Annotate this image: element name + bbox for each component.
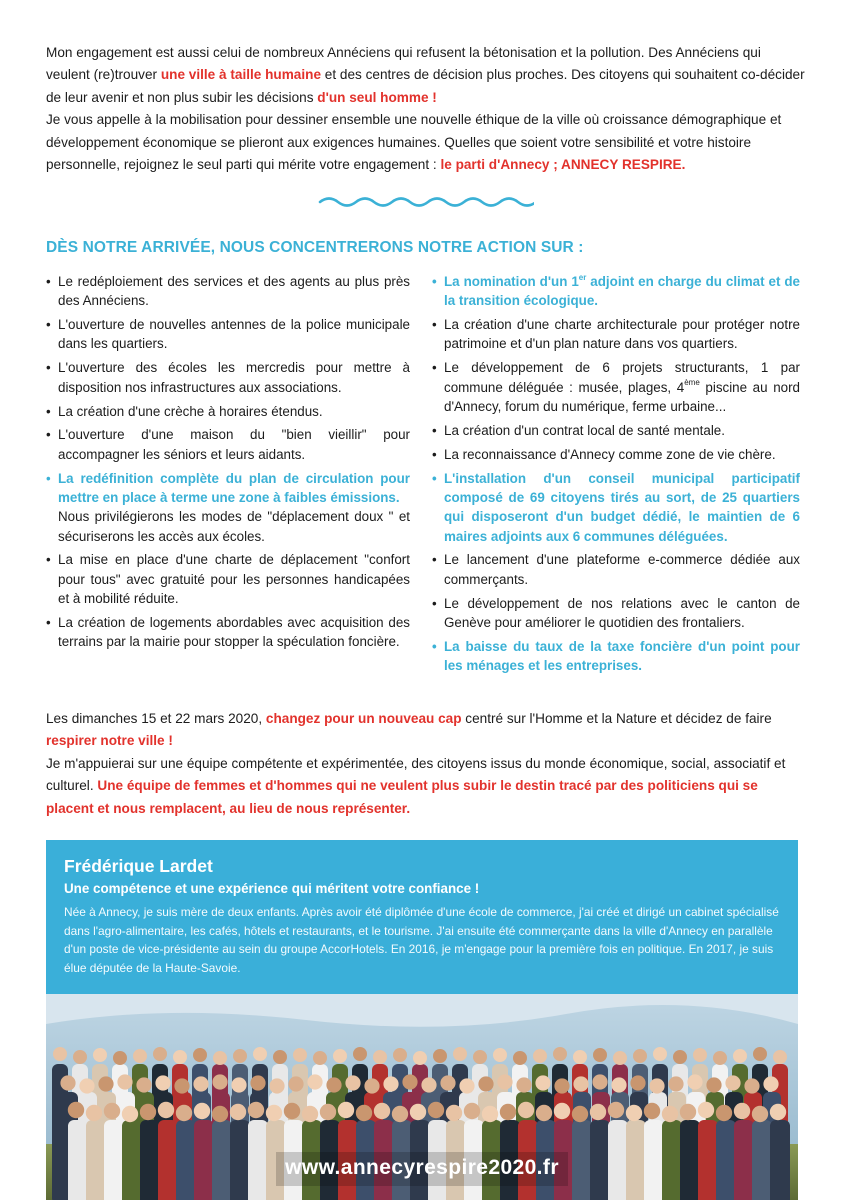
person-head [250,1075,265,1090]
person-head [590,1104,606,1120]
person-head [104,1103,120,1119]
person-head [193,1076,208,1091]
person-head [421,1077,436,1092]
person-head [176,1105,192,1121]
bio-name: Frédérique Lardet [64,856,213,876]
person-head [662,1106,678,1122]
person-head [553,1047,567,1061]
person-head [320,1104,336,1120]
person-head [136,1077,151,1092]
list-item: • La baisse du taux de la taxe foncière d'un point pour les ménages et les entreprises. [432,637,800,676]
person-head [770,1104,786,1120]
person-head [313,1051,327,1065]
list-item: • La création de logements abordables avec acquisition des terrains par la mairie pour stopper la spéculation foncière. [46,613,410,652]
outro-paragraph-1: Les dimanches 15 et 22 mars 2020, changez pour un nouveau cap centré sur l'Homme et la Nature et décidez de faire respirer notre ville ! [46,711,772,749]
person-head [194,1103,210,1119]
person-head [213,1051,227,1065]
person-head [68,1102,84,1118]
person-head [364,1078,379,1093]
person-head [673,1050,687,1064]
person-head [554,1078,569,1093]
person-head [231,1077,246,1092]
list-item: • La création d'un contrat local de santé mentale. [432,421,800,440]
person-head [734,1103,750,1119]
person-head [516,1077,531,1092]
person-head [373,1050,387,1064]
person-head [725,1075,740,1090]
highlight-taille-humaine: une ville à taille humaine [160,67,322,83]
wave-divider [318,194,534,210]
person-head [535,1075,550,1090]
person-head [593,1048,607,1062]
list-item-rest: Nous privilégierons les modes de "déplacement doux " et sécuriserons les accès aux écoles. [58,509,410,544]
person-head [693,1048,707,1062]
list-item: • La reconnaissance d'Annecy comme zone de vie chère. [432,445,800,464]
person-head [698,1102,714,1118]
person-head [668,1076,683,1091]
person-head [611,1077,626,1092]
list-item: • La création d'une charte architecturale pour protéger notre patrimoine et d'un plan nature dans vos quartiers. [432,315,800,354]
person-head [753,1047,767,1061]
person-head [269,1078,284,1093]
person-head [572,1106,588,1122]
person-head [433,1049,447,1063]
list-item-highlight: • La redéfinition complète du plan de circulation pour mettre en place à terme une zone à faibles émissions. [58,470,410,505]
person-head [293,1048,307,1062]
list-item: • La création d'une crèche à horaires étendus. [46,402,410,421]
person-head [644,1103,660,1119]
bio-tagline: Une compétence et une expérience qui méritent votre confiance ! [64,881,480,896]
person-head [113,1051,127,1065]
highlight-seul-homme: d'un seul homme ! [317,89,437,105]
person-head [653,1047,667,1061]
person-head [153,1047,167,1061]
person-head [117,1074,132,1089]
list-item: • Le développement de nos relations avec le canton de Genève pour améliorer le quotidien des frontaliers. [432,594,800,633]
person-head [440,1075,455,1090]
person-head [53,1047,67,1061]
intro-text [46,42,808,176]
outro-paragraph-2: Je m'appuierai sur une équipe compétente et expérimentée, des citoyens issus du monde économique, social, associatif et culturel. Une équipe de femmes et d'hommes qui ne veulent plus subir le destin tracé par des politiciens qui se placent et nous remplacent, au lieu de nous représenter. [46,755,786,816]
list-item: • La nomination d'un 1er adjoint en charge du climat et de la transition écologique. [432,272,800,311]
person-head [253,1047,267,1061]
person-head [288,1076,303,1091]
person-head [493,1048,507,1062]
list-item: • L'ouverture des écoles les mercredis pour mettre à disposition nos infrastructures aux associations. [46,358,410,397]
team-photo [46,994,798,1200]
person-head [478,1076,493,1091]
bio-box [46,840,798,994]
list-item: • Le lancement d'une plateforme e-commerce dédiée aux commerçants. [432,550,800,589]
person-head [630,1075,645,1090]
actions-list-right [432,272,800,680]
section-title: DÈS NOTRE ARRIVÉE, NOUS CONCENTRERONS NOTRE ACTION SUR : [46,239,584,256]
person-head [453,1047,467,1061]
person-head [706,1077,721,1092]
person-head [626,1105,642,1121]
highlight-parti: le parti d'Annecy ; ANNECY RESPIRE. [440,157,686,173]
person-head [140,1104,156,1120]
person-head [158,1102,174,1118]
person-head [413,1051,427,1065]
person-head [716,1105,732,1121]
person-head [392,1106,408,1122]
person-head [266,1105,282,1121]
list-item: • L'installation d'un conseil municipal participatif composé de 69 citoyens tirés au sort, de 25 quartiers qui disposeront d'un budget dédié, le maintien de 6 maires adjoints aux 6 communes déléguées. [432,469,800,546]
person-head [446,1105,462,1121]
person-head [554,1103,570,1119]
list-item: • L'ouverture d'une maison du "bien vieillir" pour accompagner les séniors et leurs aidants. [46,425,410,464]
person-head [273,1050,287,1064]
person-head [233,1049,247,1063]
person-head [212,1106,228,1122]
person-head [60,1075,75,1090]
outro-text [46,708,808,820]
list-item [46,469,410,546]
person-head [713,1051,727,1065]
person-head [212,1074,227,1089]
person-head [73,1050,87,1064]
person-head [573,1076,588,1091]
person-head [649,1078,664,1093]
highlight-respirer: respirer notre ville ! [46,733,173,749]
person-head [608,1102,624,1118]
person-head [428,1102,444,1118]
person-head [383,1076,398,1091]
person-head [464,1103,480,1119]
person-head [93,1048,107,1062]
person-head [763,1076,778,1091]
person-head [338,1102,354,1118]
person-head [752,1106,768,1122]
list-item: • Le développement de 6 projets structurants, 1 par commune déléguée : musée, plages, 4ème piscine au nord d'Annecy, forum du numérique, ferme urbaine... [432,358,800,416]
person-head [284,1103,300,1119]
intro-paragraph-1: Mon engagement est aussi celui de nombreux Annéciens qui refusent la bétonisation et la pollution. Des Annéciens qui veulent (re)trouver une ville à taille humaine et des centres de décision plus proches. Des citoyens qui souhaitent co-décider de leur avenir et non plus subir les décisions d'un seul homme ! [46,45,805,105]
list-item: • Le redéploiement des services et des agents au plus près des Annéciens. [46,272,410,311]
person-head [518,1102,534,1118]
person-head [592,1074,607,1089]
person-head [174,1078,189,1093]
person-head [773,1050,787,1064]
person-head [500,1104,516,1120]
person-head [333,1049,347,1063]
person-head [230,1104,246,1120]
bio-text: Née à Annecy, je suis mère de deux enfants. Après avoir été diplômée d'une école de commerce, j'ai créé et dirigé un cabinet spécialisé dans l'agro-alimentaire, les cafés, hôtels et restaurants, et le tourisme. J'ai ensuite été commerçante dans la ville d'Annecy en parallèle d'un poste de vice-présidente au sein du groupe AccorHotels. En 2016, je m'engage pour la première fois en politique. En 2017, je suis élue députée de la Haute-Savoie. [64,905,779,975]
person-head [326,1077,341,1092]
person-head [86,1105,102,1121]
person-head [345,1075,360,1090]
person-head [307,1074,322,1089]
intro-paragraph-2: Je vous appelle à la mobilisation pour dessiner ensemble une nouvelle éthique de la ville où croissance démographique et développement économique se plieront aux exigences humaines. Quelles que soient votre sensibilité et votre histoire personnelle, rejoignez le seul parti qui mérite votre engagement : le parti d'Annecy ; ANNECY RESPIRE. [46,112,782,173]
person-head [410,1104,426,1120]
person-head [497,1074,512,1089]
person-head [633,1049,647,1063]
person-head [98,1076,113,1091]
person-head [79,1078,94,1093]
person-head [155,1075,170,1090]
list-item: • La mise en place d'une charte de déplacement "confort pour tous" avec gratuité pour les personnes handicapées et à mobilité réduite. [46,550,410,608]
person-head [248,1102,264,1118]
actions-list-left [46,272,410,656]
person-head [193,1048,207,1062]
person-head [402,1074,417,1089]
person-head [573,1050,587,1064]
person-head [393,1048,407,1062]
website-url[interactable]: www.annecyrespire2020.fr [285,1156,559,1179]
person-head [533,1049,547,1063]
person-head [302,1106,318,1122]
person-head [680,1104,696,1120]
person-head [133,1049,147,1063]
person-head [733,1049,747,1063]
person-head [482,1106,498,1122]
person-head [374,1103,390,1119]
person-head [687,1074,702,1089]
person-head [744,1078,759,1093]
highlight-nouveau-cap: changez pour un nouveau cap [265,711,462,726]
person-head [122,1106,138,1122]
person-head [613,1051,627,1065]
person-head [473,1050,487,1064]
person-head [459,1078,474,1093]
person-head [173,1050,187,1064]
list-item: • L'ouverture de nouvelles antennes de la police municipale dans les quartiers. [46,315,410,354]
highlight-equipe: Une équipe de femmes et d'hommes qui ne veulent plus subir le destin tracé par des politiciens qui se placent et nous remplacent, au lieu de nous représenter. [46,778,758,816]
person-head [353,1047,367,1061]
person-head [513,1051,527,1065]
person-head [536,1105,552,1121]
person-head [356,1105,372,1121]
